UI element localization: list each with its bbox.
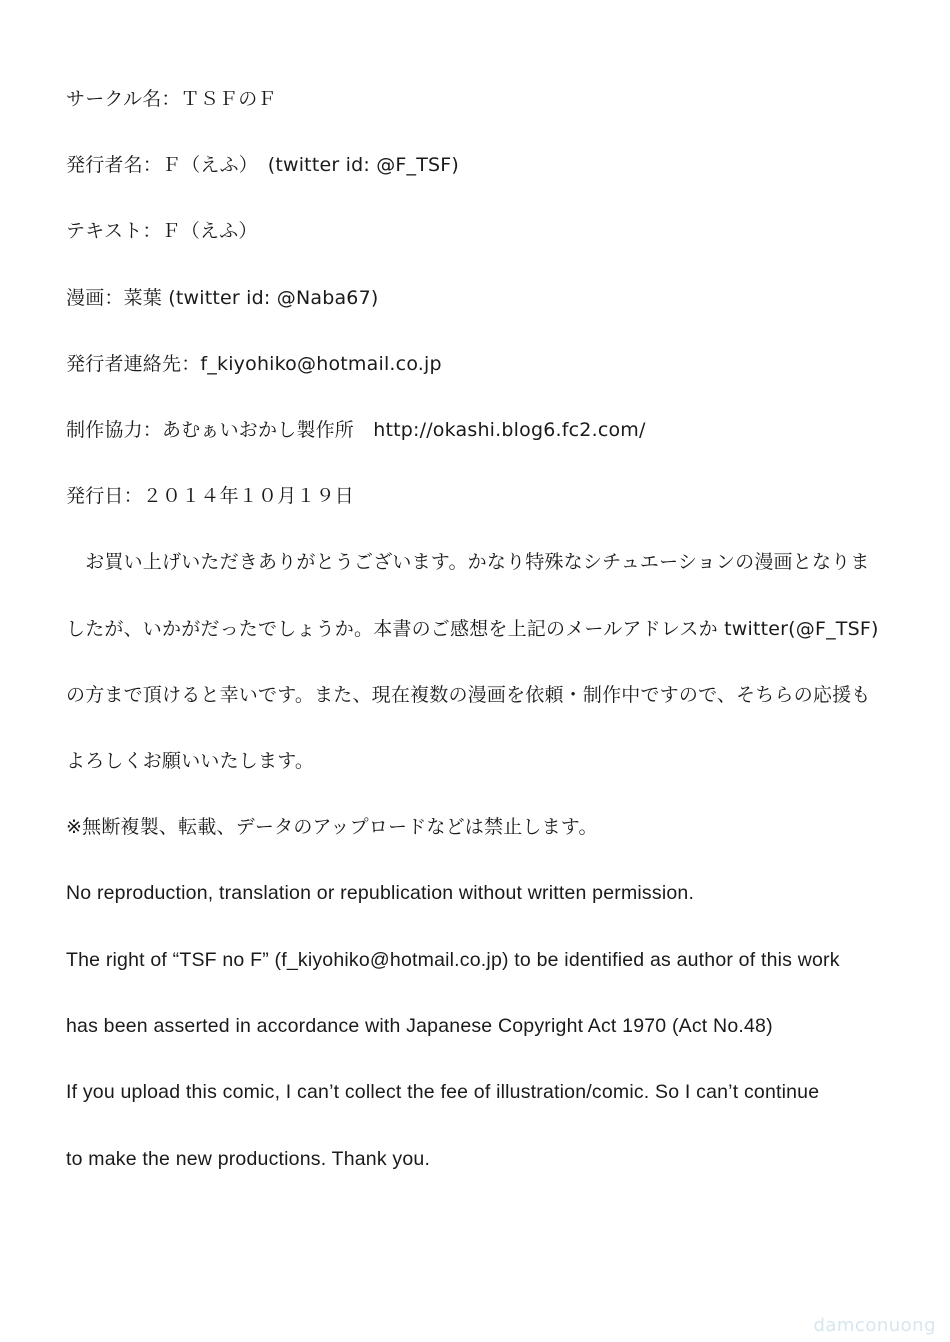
publisher-contact-line: 発行者連絡先：f_kiyohiko@hotmail.co.jp (66, 353, 442, 375)
reproduction-notice-en: No reproduction, translation or republication without written permission. (66, 882, 695, 904)
thanks-message-line-4: よろしくお願いいたします。 (66, 750, 315, 772)
publisher-name-line: 発行者名：Ｆ（えふ） (twitter id: @F_TSF) (66, 154, 460, 176)
copyright-notice-line-1: The right of “TSF no F” (f_kiyohiko@hotmail.co.jp) to be identified as author of this work (66, 949, 840, 971)
upload-notice-line-1: If you upload this comic, I can’t collect the fee of illustration/comic. So I can’t continue (66, 1081, 820, 1103)
thanks-message-line-2: したが、いかがだったでしょうか。本書のご感想を上記のメールアドレスか twitter(@F_TSF) (66, 618, 879, 640)
publish-date-line: 発行日：２０１４年１０月１９日 (66, 485, 355, 507)
circle-name-line: サークル名：ＴＳＦのＦ (66, 88, 277, 110)
production-cooperation-line: 制作協力：あむぁいおかし製作所 http://okashi.blog6.fc2.com/ (66, 419, 646, 441)
reproduction-notice-jp: ※無断複製、転載、データのアップロードなどは禁止します。 (66, 816, 598, 838)
site-watermark: damconuong (813, 1315, 936, 1336)
thanks-message-line-3: の方まで頂けると幸いです。また、現在複数の漫画を依頼・制作中ですので、そちらの応援も (66, 684, 871, 706)
thanks-message-line-1: お買い上げいただきありがとうございます。かなり特殊なシチュエーションの漫画となりま (66, 551, 870, 573)
text-author-line: テキスト：Ｆ（えふ） (66, 220, 258, 242)
upload-notice-line-2: to make the new productions. Thank you. (66, 1148, 431, 1170)
copyright-notice-line-2: has been asserted in accordance with Japanese Copyright Act 1970 (Act No.48) (66, 1015, 773, 1037)
manga-artist-line: 漫画：菜葉 (twitter id: @Naba67) (66, 287, 379, 309)
